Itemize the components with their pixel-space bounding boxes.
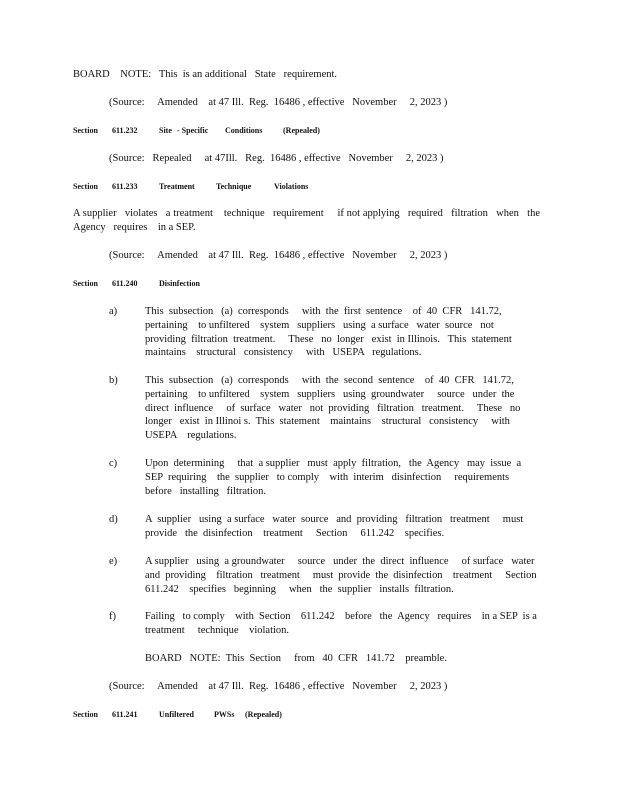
source-note: (Source: Amended at 47 Ill. Reg. 16486 , effective November 2, 2023 ) bbox=[109, 681, 448, 692]
item-label: d) bbox=[109, 514, 118, 525]
section-title-word: (Repealed) bbox=[283, 126, 320, 135]
section-title-word: Technique bbox=[216, 182, 252, 191]
item-line: A supplier using a groundwater source under the direct influence of surface water bbox=[145, 556, 535, 567]
item-line: pertaining to unfiltered system suppliers using a surface water source not bbox=[145, 319, 494, 331]
item-line: Failing to comply with Section 611.242 before the Agency requires in a SEP is a bbox=[145, 611, 537, 622]
section-title-word: Disinfection bbox=[159, 279, 200, 288]
item-line: longer exist in Illinoi s. This statement maintains structural consistency with bbox=[145, 416, 510, 428]
section-label: Section bbox=[73, 126, 98, 135]
section-title-word: Violations bbox=[274, 182, 309, 191]
item-label: c) bbox=[109, 458, 118, 469]
item-label: b) bbox=[109, 375, 118, 386]
item-line: 611.242 specifies beginning when the supplier installs filtration. bbox=[145, 583, 454, 595]
section-title-word: (Repealed) bbox=[245, 710, 282, 719]
section-number: 611.232 bbox=[112, 126, 138, 135]
item-line: providing filtration treatment. These no longer exist in Illinois. This statement bbox=[145, 333, 512, 345]
item-line: USEPA regulations. bbox=[145, 430, 237, 442]
section-number: 611.241 bbox=[112, 710, 138, 719]
section-title-word: Conditions bbox=[225, 126, 263, 135]
board-note: BOARD NOTE: This is an additional State requirement. bbox=[73, 69, 338, 80]
item-line: SEP requiring the supplier to comply with interim disinfection requirements bbox=[145, 471, 510, 483]
section-title-word: PWSs bbox=[214, 710, 235, 719]
paragraph-line: Agency requires in a SEP. bbox=[73, 222, 196, 233]
section-title-word: - Specific bbox=[177, 126, 209, 135]
section-number: 611.240 bbox=[112, 279, 138, 288]
section-label: Section bbox=[73, 182, 98, 191]
section-label: Section bbox=[73, 710, 98, 719]
item-label: a) bbox=[109, 306, 118, 317]
item-label: f) bbox=[109, 611, 116, 622]
item-line: before installing filtration. bbox=[145, 485, 267, 497]
item-line: treatment technique violation. bbox=[145, 624, 290, 636]
item-line: provide the disinfection treatment Section 611.242 specifies. bbox=[145, 527, 445, 539]
board-note: BOARD NOTE: This Section from 40 CFR 141.72 preamble. bbox=[145, 653, 447, 664]
source-note: (Source: Amended at 47 Ill. Reg. 16486 , effective November 2, 2023 ) bbox=[109, 97, 448, 108]
item-line: pertaining to unfiltered system suppliers using groundwater source under the bbox=[145, 388, 515, 400]
item-label: e) bbox=[109, 556, 118, 567]
source-note: (Source: Amended at 47 Ill. Reg. 16486 , effective November 2, 2023 ) bbox=[109, 250, 448, 261]
item-line: and providing filtration treatment must provide the disinfection treatment Section bbox=[145, 569, 537, 581]
item-line: A supplier using a surface water source and providing filtration treatment must bbox=[145, 514, 524, 525]
item-line: maintains structural consistency with USEPA regulations. bbox=[145, 347, 422, 359]
section-number: 611.233 bbox=[112, 182, 138, 191]
section-title-word: Site bbox=[159, 126, 172, 135]
section-paragraph bbox=[73, 207, 540, 235]
item-line: This subsection (a) corresponds with the first sentence of 40 CFR 141.72, bbox=[145, 306, 502, 317]
section-title-word: Treatment bbox=[159, 182, 195, 191]
item-line: This subsection (a) corresponds with the second sentence of 40 CFR 141.72, bbox=[145, 375, 514, 386]
section-label: Section bbox=[73, 279, 98, 288]
item-line: direct influence of surface water not providing filtration treatment. These no bbox=[145, 402, 521, 414]
source-note: (Source: Repealed at 47Ill. Reg. 16486 , effective November 2, 2023 ) bbox=[109, 153, 444, 164]
paragraph-line: A supplier violates a treatment technique requirement if not applying required filtration when the bbox=[73, 208, 540, 219]
section-title-word: Unfiltered bbox=[159, 710, 194, 719]
item-line: Upon determining that a supplier must apply filtration, the Agency may issue a bbox=[145, 458, 522, 469]
